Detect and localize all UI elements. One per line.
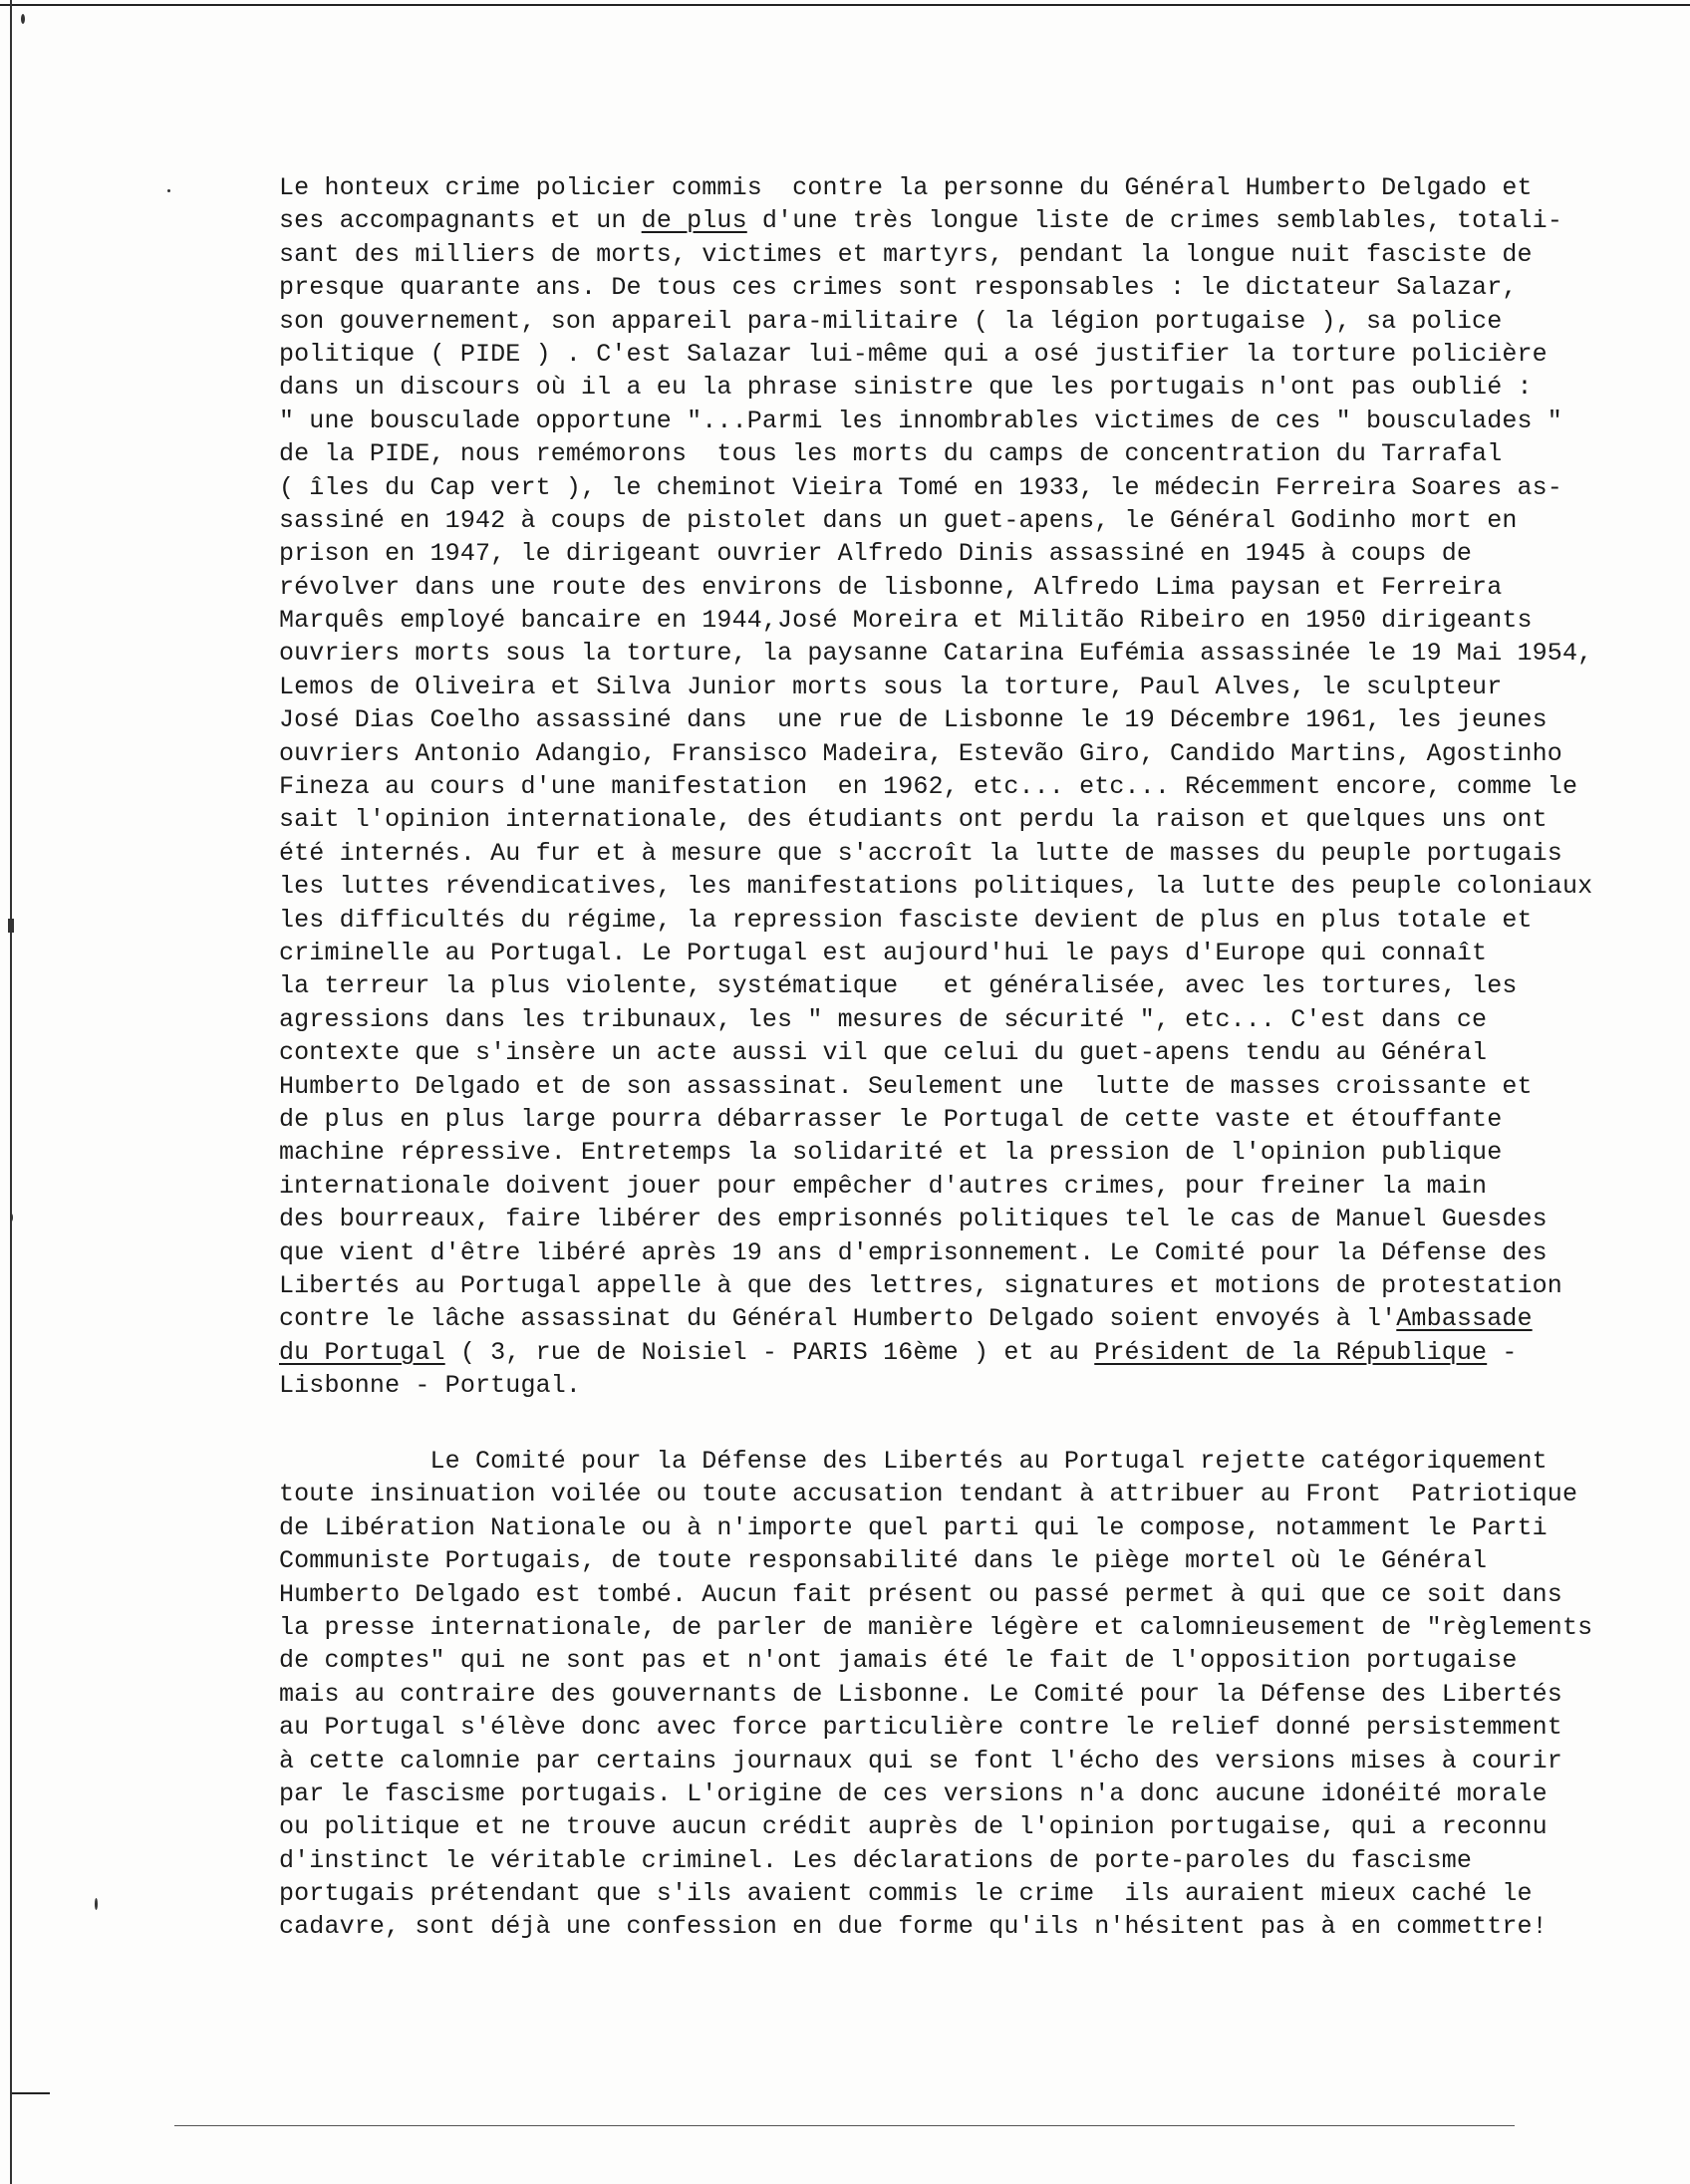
text-run: agressions dans les tribunaux, les " mesures de sécurité ", etc... C'est dans ce (279, 1004, 1488, 1034)
text-line (279, 1678, 1654, 1711)
text-run: José Dias Coelho assassiné dans une rue de Lisbonne le 19 Décembre 1961, les jeunes (279, 705, 1548, 735)
text-run: Le Comité pour la Défense des Libertés au Portugal rejette catégoriquement (279, 1447, 1548, 1476)
bottom-rule (174, 2125, 1515, 2126)
text-run: toute insinuation voilée ou toute accusation tendant à attribuer au Front Patriotique (279, 1480, 1578, 1509)
text-line (279, 1203, 1654, 1235)
text-run: Marquês employé bancaire en 1944,José Moreira et Militão Ribeiro en 1950 dirigeants (279, 606, 1533, 636)
text-line (279, 1611, 1654, 1644)
text-line (279, 904, 1654, 937)
text-line (279, 1644, 1654, 1677)
text-line (279, 204, 1654, 237)
text-run: révolver dans une route des environs de lisbonne, Alfredo Lima paysan et Ferreira (279, 572, 1503, 602)
text-line (279, 571, 1654, 604)
text-run: ouvriers morts sous la torture, la paysanne Catarina Eufémia assassinée le 19 Mai 1954, (279, 639, 1593, 669)
text-line (279, 737, 1654, 770)
text-line (279, 1336, 1654, 1369)
text-run: prison en 1947, le dirigeant ouvrier Alfredo Dinis assassiné en 1945 à coups de (279, 539, 1473, 569)
text-run: ( 3, rue de Noisiel - PARIS 16ème ) et au (444, 1337, 1095, 1367)
text-line (279, 1236, 1654, 1269)
text-run: ouvriers Antonio Adangio, Fransisco Madeira, Estevão Giro, Candido Martins, Agostinho (279, 738, 1562, 768)
text-line (279, 1036, 1654, 1069)
text-run: dans un discours où il a eu la phrase sinistre que les portugais n'ont pas oublié : (279, 373, 1533, 403)
text-line (279, 803, 1654, 836)
text-line (279, 1269, 1654, 1302)
text-run: " une bousculade opportune "...Parmi les innombrables victimes de ces " bousculades " (279, 406, 1562, 435)
text-run: la terreur la plus violente, systématique et généralisée, avec les tortures, les (279, 971, 1518, 1001)
ink-speck (167, 189, 170, 192)
text-line (279, 338, 1654, 371)
ink-speck (21, 14, 25, 24)
text-run: - (1487, 1337, 1518, 1367)
text-run: de Libération Nationale ou à n'importe quel parti qui le compose, notamment le Parti (279, 1512, 1548, 1542)
text-run: les luttes révendicatives, les manifestations politiques, la lutte des peuple coloniaux (279, 872, 1593, 902)
text-line (279, 1478, 1654, 1510)
text-run: des bourreaux, faire libérer des emprisonnés politiques tel le cas de Manuel Guesdes (279, 1205, 1548, 1234)
text-run: sant des milliers de morts, victimes et martyrs, pendant la longue nuit fasciste de (279, 239, 1533, 269)
text-line (279, 837, 1654, 870)
text-run: internationale doivent jouer pour empêcher d'autres crimes, pour freiner la main (279, 1171, 1488, 1201)
text-line (279, 1103, 1654, 1136)
text-run: sait l'opinion internationale, des étudiants ont perdu la raison et quelques uns ont (279, 805, 1548, 835)
underlined-text: Ambassade (1396, 1304, 1533, 1334)
text-line (279, 1511, 1654, 1544)
text-line (279, 1745, 1654, 1777)
text-run: criminelle au Portugal. Le Portugal est aujourd'hui le pays d'Europe qui connaît (279, 938, 1488, 967)
text-line (279, 1844, 1654, 1877)
text-run: d'instinct le véritable criminel. Les déclarations de porte-paroles du fascisme (279, 1845, 1473, 1875)
text-run: d'une très longue liste de crimes semblables, totali- (746, 206, 1562, 236)
text-line (279, 937, 1654, 969)
text-run: sassiné en 1942 à coups de pistolet dans un guet-apens, le Général Godinho mort en (279, 505, 1518, 535)
text-run: portugais prétendant que s'ils avaient commis le crime ils auraient mieux caché le (279, 1879, 1533, 1909)
text-run: au Portugal s'élève donc avec force particulière contre le relief donné persistemment (279, 1713, 1562, 1743)
text-run: été internés. Au fur et à mesure que s'accroît la lutte de masses du peuple portugais (279, 838, 1562, 868)
text-line (279, 1170, 1654, 1203)
text-line (279, 405, 1654, 437)
text-run: presque quarante ans. De tous ces crimes sont responsables : le dictateur Salazar, (279, 273, 1518, 303)
text-run: son gouvernement, son appareil para-militaire ( la légion portugaise ), sa police (279, 306, 1503, 336)
text-run: par le fascisme portugais. L'origine de ces versions n'a donc aucune idonéité morale (279, 1778, 1548, 1808)
text-run: Humberto Delgado et de son assassinat. Seulement une lutte de masses croissante et (279, 1071, 1533, 1101)
text-run: de plus en plus large pourra débarrasser le Portugal de cette vaste et étouffante (279, 1104, 1503, 1134)
text-line (279, 1910, 1654, 1943)
text-line (279, 1544, 1654, 1577)
ink-speck (8, 919, 14, 933)
text-run: Lisbonne - Portugal. (279, 1371, 582, 1401)
text-line (279, 437, 1654, 470)
text-line (279, 604, 1654, 637)
ink-speck (10, 1214, 13, 1222)
text-run: de la PIDE, nous remémorons tous les morts du camps de concentration du Tarrafal (279, 439, 1503, 469)
underlined-text: de plus (641, 206, 747, 236)
text-run: contre le lâche assassinat du Général Humberto Delgado soient envoyés à l' (279, 1304, 1397, 1334)
text-run: ses accompagnants et un (279, 206, 642, 236)
text-run: Le honteux crime policier commis contre la personne du Général Humberto Delgado et (279, 173, 1533, 202)
text-run: Fineza au cours d'une manifestation en 1962, etc... etc... Récemment encore, comme le (279, 772, 1578, 802)
text-line (279, 969, 1654, 1002)
text-run: Lemos de Oliveira et Silva Junior morts sous la torture, Paul Alves, le sculpteur (279, 672, 1503, 701)
text-run: la presse internationale, de parler de manière légère et calomnieusement de "règlements (279, 1612, 1593, 1642)
text-line (279, 238, 1654, 271)
text-line (279, 870, 1654, 903)
text-run: de comptes" qui ne sont pas et n'ont jamais été le fait de l'opposition portugaise (279, 1646, 1518, 1676)
text-line (279, 1369, 1654, 1402)
text-run: Libertés au Portugal appelle à que des lettres, signatures et motions de protestation (279, 1270, 1562, 1300)
text-run: à cette calomnie par certains journaux qui se font l'écho des versions mises à courir (279, 1746, 1562, 1775)
page-left-edge (10, 0, 12, 2184)
page-top-edge (0, 4, 1690, 6)
text-line (279, 171, 1654, 204)
text-line (279, 471, 1654, 504)
text-run: mais au contraire des gouvernants de Lisbonne. Le Comité pour la Défense des Libertés (279, 1679, 1562, 1709)
text-line (279, 703, 1654, 736)
text-line (279, 1302, 1654, 1335)
text-line (279, 1810, 1654, 1843)
text-line (279, 1578, 1654, 1611)
text-run: ou politique et ne trouve aucun crédit auprès de l'opinion portugaise, qui a reconnu (279, 1812, 1548, 1842)
text-run: Humberto Delgado est tombé. Aucun fait présent ou passé permet à qui que ce soit dans (279, 1579, 1562, 1609)
text-line (279, 371, 1654, 404)
text-run: machine répressive. Entretemps la solidarité et la pression de l'opinion publique (279, 1138, 1503, 1168)
text-line (279, 637, 1654, 670)
text-run: cadavre, sont déjà une confession en due forme qu'ils n'hésitent pas à en commettre! (279, 1912, 1548, 1942)
text-run: contexte que s'insère un acte aussi vil que celui du guet-apens tendu au Général (279, 1038, 1488, 1068)
text-line (279, 671, 1654, 703)
text-line (279, 504, 1654, 537)
text-line (279, 1136, 1654, 1169)
text-run: les difficultés du régime, la repression fasciste devient de plus en plus totale et (279, 905, 1533, 935)
text-line (279, 1711, 1654, 1744)
text-line (279, 1877, 1654, 1910)
paragraph-1 (279, 171, 1654, 1402)
text-run: que vient d'être libéré après 19 ans d'emprisonnement. Le Comité pour la Défense des (279, 1237, 1548, 1267)
text-run: politique ( PIDE ) . C'est Salazar lui-même qui a osé justifier la torture policière (279, 339, 1548, 369)
text-line (279, 271, 1654, 304)
text-line (279, 537, 1654, 570)
text-run: ( îles du Cap vert ), le cheminot Vieira Tomé en 1933, le médecin Ferreira Soares as- (279, 472, 1562, 502)
text-run: Communiste Portugais, de toute responsabilité dans le piège mortel où le Général (279, 1546, 1488, 1576)
text-line (279, 1070, 1654, 1103)
text-line (279, 305, 1654, 338)
underlined-text: du Portugal (279, 1337, 445, 1367)
text-line (279, 1003, 1654, 1036)
text-line (279, 1445, 1654, 1478)
ink-speck (95, 1898, 98, 1910)
text-line (279, 770, 1654, 803)
paragraph-2 (279, 1445, 1654, 1944)
text-line (279, 1777, 1654, 1810)
corner-mark (12, 2092, 50, 2094)
underlined-text: Président de la République (1094, 1337, 1488, 1367)
